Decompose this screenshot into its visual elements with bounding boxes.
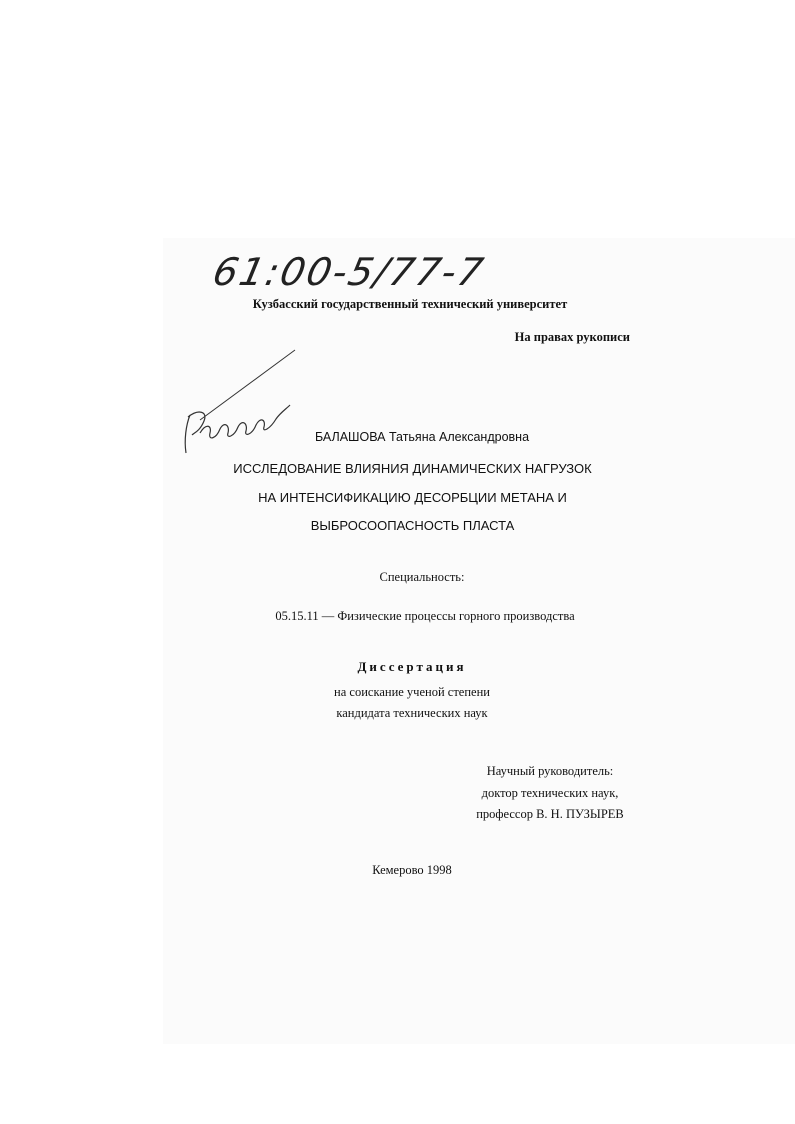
specialty-label: Специальность: [379,570,465,584]
degree-line-1: на соискание ученой степени [334,685,490,699]
advisor-degree: доктор технических наук, [481,786,619,800]
handwritten-archive-number [208,243,498,301]
specialty-value: 05.15.11 — Физические процессы горного производства [275,609,575,623]
archive-number-text: 61:00-5/77-7 [208,250,489,295]
city-year: Кемерово 1998 [372,863,452,877]
dissertation-heading: Диссертация [357,659,467,674]
thesis-title-line-3: ВЫБРОСООПАСНОСТЬ ПЛАСТА [310,518,515,533]
author-name: БАЛАШОВА Татьяна Александровна [314,430,530,444]
university-name: Кузбасский государственный технический университет [252,297,568,311]
advisor-name: профессор В. Н. ПУЗЫРЕВ [476,807,624,821]
thesis-title-line-1: ИССЛЕДОВАНИЕ ВЛИЯНИЯ ДИНАМИЧЕСКИХ НАГРУЗОК [233,461,592,476]
advisor-label: Научный руководитель: [486,764,614,778]
manuscript-rights-note: На правах рукописи [514,330,630,344]
thesis-title-line-2: НА ИНТЕНСИФИКАЦИЮ ДЕСОРБЦИИ МЕТАНА И [258,490,567,505]
degree-line-2: кандидата технических наук [336,706,488,720]
